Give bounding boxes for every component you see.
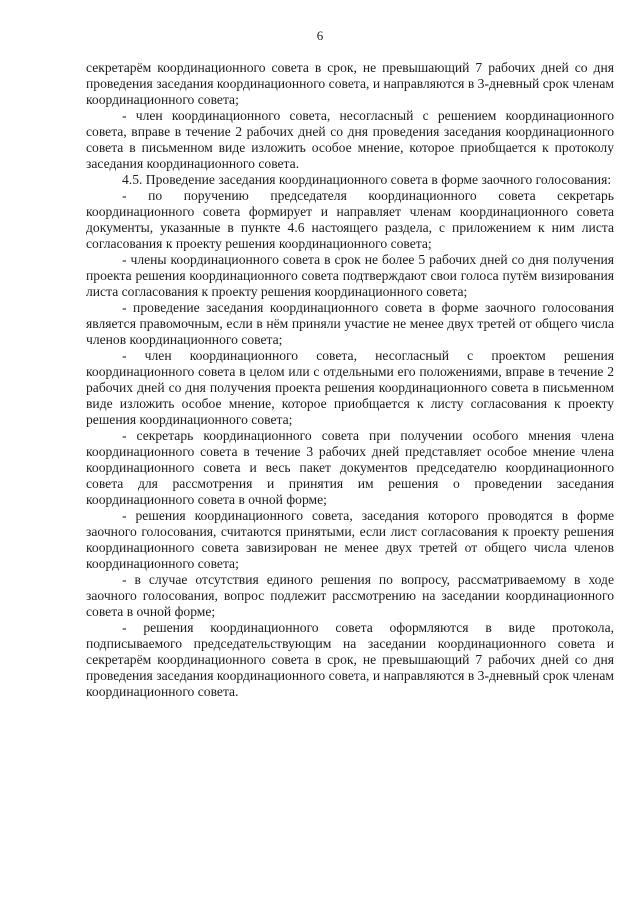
section-heading-4-5: 4.5. Проведение заседания координационного совета в форме заочного голосования:	[122, 172, 612, 187]
list-item: - в случае отсутствия единого решения по вопросу, рассматриваемому в ходе заочного голосования, вопрос подлежит рассмотрению на заседании координационного совета в очной форме;	[86, 572, 614, 619]
list-item: - член координационного совета, несогласный с проектом решения координационного совета в целом или с отдельными его положениями, вправе в течение 2 рабочих дней со дня получения проекта решения координационного совета в письменном виде изложить особое мнение, которое приобщается к листу согласования к проекту решения координационного совета;	[86, 348, 614, 427]
document-body	[86, 60, 614, 700]
list-item: - проведение заседания координационного совета в форме заочного голосования является правомочным, если в нём приняли участие не менее двух третей от общего числа членов координационного совета;	[86, 300, 614, 347]
list-item: - члены координационного совета в срок не более 5 рабочих дней со дня получения проекта решения координационного совета подтверждают свои голоса путём визирования листа согласования к проекту решения координационного совета;	[86, 252, 614, 299]
page-number: 6	[316, 28, 324, 43]
list-item: - решения координационного совета оформляются в виде протокола, подписываемого председательствующим на заседании координационного совета и секретарём координационного совета в срок, не превышающий 7 рабочих дней со дня проведения заседания координационного совета, и направляются в 3-дневный срок членам координационного совета.	[86, 620, 614, 699]
paragraph-dissent-in-person: - член координационного совета, несогласный с решением координационного совета, вправе в течение 2 рабочих дней со дня проведения заседания координационного совета в письменном виде изложить особое мнение, которое приобщается к протоколу заседания координационного совета.	[86, 108, 614, 171]
list-item: - по поручению председателя координационного совета секретарь координационного совета формирует и направляет членам координационного совета документы, указанные в пункте 4.6 настоящего раздела, с приложением к ним листа согласования к проекту решения координационного совета;	[86, 188, 614, 251]
list-item: - секретарь координационного совета при получении особого мнения члена координационного совета в течение 3 рабочих дней представляет особое мнение члена координационного совета и весь пакет документов председателю координационного совета для рассмотрения и принятия им решения о проведении заседания координационного совета в очной форме;	[86, 428, 614, 507]
list-item: - решения координационного совета, заседания которого проводятся в форме заочного голосования, считаются принятыми, если лист согласования к проекту решения координационного совета завизирован не менее двух третей от общего числа членов координационного совета;	[86, 508, 614, 571]
paragraph-continuation: секретарём координационного совета в срок, не превышающий 7 рабочих дней со дня проведения заседания координационного совета, и направляются в 3-дневный срок членам координационного совета;	[86, 60, 614, 107]
